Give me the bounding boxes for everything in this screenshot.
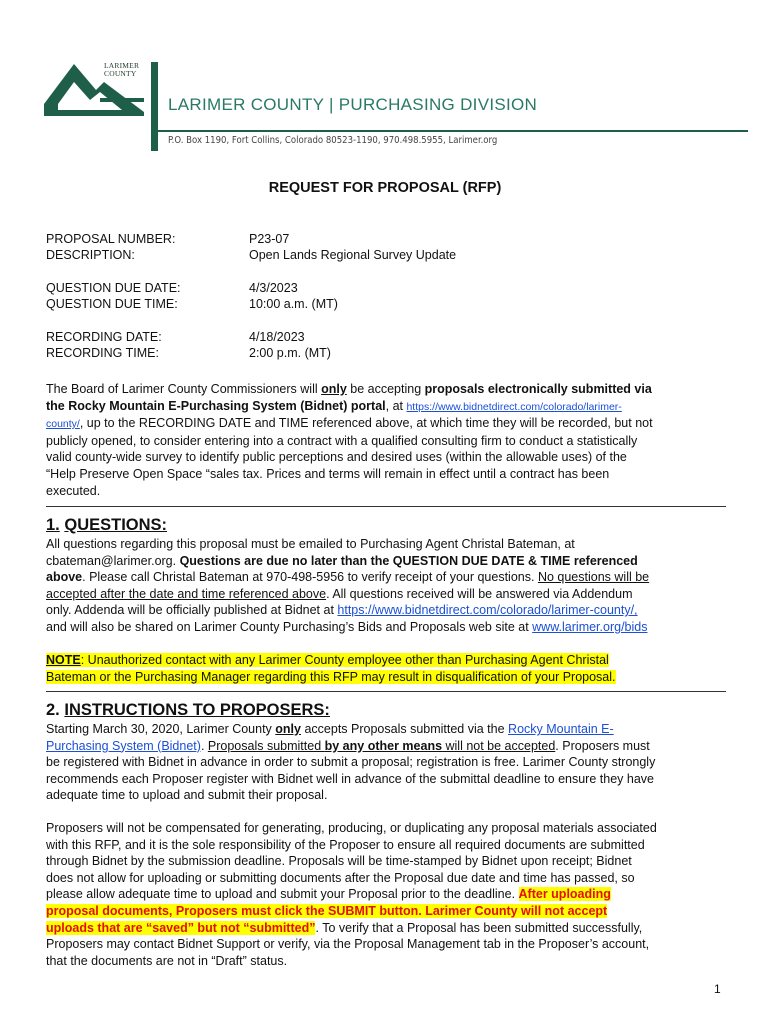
bidnet-link-cont[interactable]: county/: [46, 418, 80, 431]
info-value: P23-07: [249, 232, 290, 246]
logo-text: [104, 62, 139, 78]
info-label: PROPOSAL NUMBER:: [46, 232, 176, 246]
bidnet-link-3-cont[interactable]: Purchasing System (Bidnet): [46, 738, 201, 753]
header-vertical-rule: [151, 62, 158, 151]
section-divider: [46, 506, 726, 507]
bidnet-link-3[interactable]: Rocky Mountain E-: [508, 722, 614, 736]
logo-line-2: COUNTY: [104, 69, 137, 78]
info-label: RECORDING DATE:: [46, 330, 162, 344]
info-label: DESCRIPTION:: [46, 248, 135, 262]
header-horizontal-rule: [158, 130, 748, 132]
info-label: QUESTION DUE DATE:: [46, 281, 181, 295]
intro-paragraph: The Board of Larimer County Commissioners will only be accepting proposals electronically submitted via the Rocky Mountain E-Purchasing System (Bidnet) portal, at https://www.bidnetdirect.com/colorado/larimer- county/, up to the RECORDING DATE and TIME referenced above, at which time they will be recorded, but not publicly opened, to consider entering into a contract with a qualified consulting firm to conduct a statistically valid county-wide survey to identify public perceptions and desired uses (within the allowable uses) of the “Help Preserve Open Space “sales tax. Prices and terms will remain in effect until a contract has been executed.: [46, 382, 653, 498]
questions-paragraph: All questions regarding this proposal must be emailed to Purchasing Agent Christal Bateman, at cbateman@larimer.org. Questions are due no later than the QUESTION DUE DATE & TIME referenced above. Please call Christal Bateman at 970-498-5956 to verify receipt of your questions. No questions will be accepted after the date and time referenced above. All questions received will be answered via Addendum only. Addenda will be officially published at Bidnet at https://www.bidnetdirect.com/colorado/larimer-county/, and will also be shared on Larimer County Purchasing’s Bids and Proposals web site at www.larimer.org/bids: [46, 537, 650, 634]
section-heading-instructions: 2. INSTRUCTIONS TO PROPOSERS:: [46, 701, 330, 719]
info-value: 2:00 p.m. (MT): [249, 346, 331, 360]
bidnet-link-2[interactable]: https://www.bidnetdirect.com/colorado/larimer-county/,: [337, 603, 638, 618]
info-label: QUESTION DUE TIME:: [46, 297, 178, 311]
instructions-paragraph-2: Proposers will not be compensated for generating, producing, or duplicating any proposal materials associated with this RFP, and it is the sole responsibility of the Proposer to ensure all required documents are submitted through Bidnet by the submission deadline. Proposals will be time-stamped by Bidnet upon receipt; Bidnet does not allow for uploading or submitting documents after the Proposal due date and time has passed, so please allow adequate time to upload and submit your Proposal prior to the deadline. After uploading proposal documents, Proposers must click the SUBMIT button. Larimer County will not accept uploads that are “saved” but not “submitted”. To verify that a Proposal has been submitted successfully, Proposers may contact Bidnet Support or verify, via the Proposal Management tab in the Proposer’s account, that the documents are not in “Draft” status.: [46, 821, 657, 968]
section-heading-questions: 1. QUESTIONS:: [46, 516, 168, 534]
info-value: Open Lands Regional Survey Update: [249, 248, 457, 262]
logo-line-1: LARIMER: [104, 61, 140, 70]
info-value: 4/18/2023: [249, 330, 305, 344]
bidnet-link[interactable]: https://www.bidnetdirect.com/colorado/larimer-: [406, 400, 622, 413]
page-number: 1: [714, 982, 721, 996]
instructions-paragraph-1: Starting March 30, 2020, Larimer County only accepts Proposals submitted via the Rocky Mountain E- Purchasing System (Bidnet). Proposals submitted by any other means will not be accepted. Proposers must be registered with Bidnet in advance in order to submit a proposal; registration is free. Larimer County strongly recommends each Proposer register with Bidnet well in advance of the submittal deadline to ensure they have adequate time to upload and submit their proposal.: [46, 722, 656, 803]
larimer-bids-link[interactable]: www.larimer.org/bids: [532, 619, 648, 634]
info-label: RECORDING TIME:: [46, 346, 159, 360]
header-address: P.O. Box 1190, Fort Collins, Colorado 80523-1190, 970.498.5955, Larimer.org: [168, 135, 498, 146]
header-title: LARIMER COUNTY | PURCHASING DIVISION: [168, 95, 538, 114]
rfp-title: REQUEST FOR PROPOSAL (RFP): [268, 180, 502, 196]
info-value: 10:00 a.m. (MT): [249, 297, 338, 311]
note-paragraph: NOTE: Unauthorized contact with any Larimer County employee other than Purchasing Agent Christal Bateman or the Purchasing Manager regarding this RFP may result in disqualification of your Proposal.: [46, 653, 616, 684]
section-divider: [46, 691, 726, 692]
info-value: 4/3/2023: [249, 281, 298, 295]
